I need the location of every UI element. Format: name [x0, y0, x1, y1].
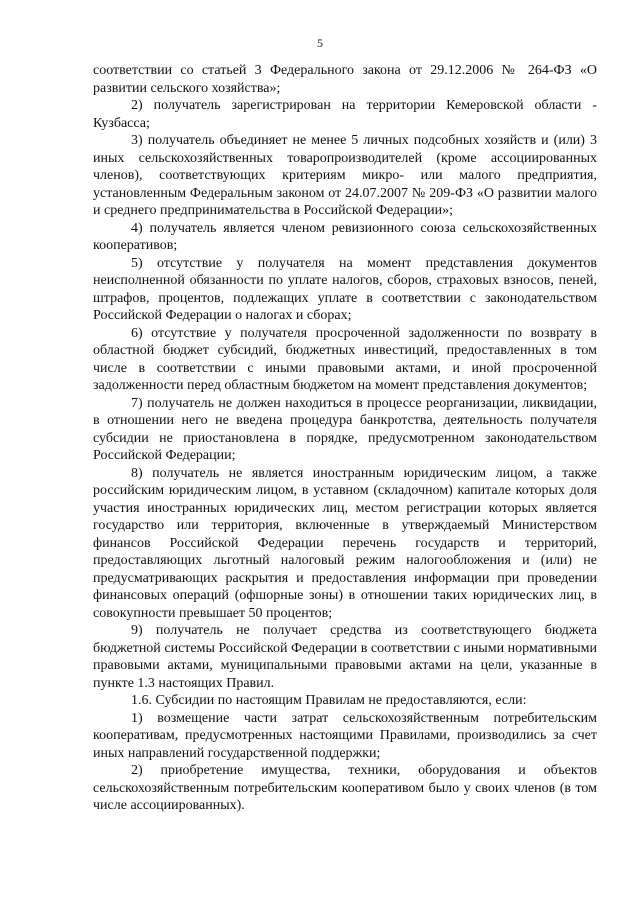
paragraph-item-8: 8) получатель не является иностранным юридическим лицом, а также российским юридическим лицом, в уставном (складочном) капитале которых доля участия иностранных юридических лиц, местом регистрации которых является государство или территория, включенные в утверждаемый Министерством финансов Российской Федерации перечень государств и территорий, предоставляющих льготный налоговый режим налогообложения и (или) не предусматривающих раскрытия и предоставления информации при проведении финансовых операций (офшорные зоны) в отношении таких юридических лиц, в совокупности превышает 50 процентов;	[93, 465, 597, 621]
page-number: 5	[317, 36, 323, 50]
paragraph-section-1-6: 1.6. Субсидии по настоящим Правилам не предоставляются, если:	[131, 693, 527, 708]
paragraph-item-6: 6) отсутствие у получателя просроченной задолженности по возврату в областной бюджет субсидий, бюджетных инвестиций, предоставленных в том числе в соответствии с иными правовыми актами, и иной просроченной задолженности перед областным бюджетом на момент представления документов;	[93, 325, 597, 393]
paragraph-item-7: 7) получатель не должен находиться в процессе реорганизации, ликвидации, в отношении него не введена процедура банкротства, деятельность получателя субсидии не приостановлена в порядке, предусмотренном законодательством Российской Федерации;	[93, 395, 597, 463]
paragraph-exclusion-2: 2) приобретение имущества, техники, оборудования и объектов сельскохозяйственным потребительским кооперативом было у своих членов (в том числе ассоциированных).	[93, 763, 597, 813]
paragraph-exclusion-1: 1) возмещение части затрат сельскохозяйственным потребительским кооперативам, предусмотренных настоящими Правилами, производились за счет иных направлений государственной поддержки;	[93, 710, 597, 761]
paragraph-intro: соответствии со статьей 3 Федерального закона от 29.12.2006 № 264-ФЗ «О развитии сельского хозяйства»;	[93, 63, 597, 96]
paragraph-item-3: 3) получатель объединяет не менее 5 личных подсобных хозяйств и (или) 3 иных сельскохозяйственных товаропроизводителей (кроме ассоциированных членов), соответствующих критериям микро- или малого предприятия, установленным Федеральным законом от 24.07.2007 № 209-ФЗ «О развитии малого и среднего предпринимательства в Российской Федерации»;	[93, 133, 597, 218]
document-body	[93, 62, 597, 815]
paragraph-item-4: 4) получатель является членом ревизионного союза сельскохозяйственных кооперативов;	[93, 220, 597, 253]
paragraph-item-5: 5) отсутствие у получателя на момент представления документов неисполненной обязанности по уплате налогов, сборов, страховых взносов, пеней, штрафов, процентов, подлежащих уплате в соответствии с законодательством Российской Федерации о налогах и сборах;	[93, 255, 597, 323]
paragraph-item-2: 2) получатель зарегистрирован на территории Кемеровской области - Кузбасса;	[93, 98, 597, 131]
paragraph-item-9: 9) получатель не получает средства из соответствующего бюджета бюджетной системы Российской Федерации в соответствии с иными нормативными правовыми актами, муниципальными правовыми актами на цели, указанные в пункте 1.3 настоящих Правил.	[93, 623, 597, 691]
